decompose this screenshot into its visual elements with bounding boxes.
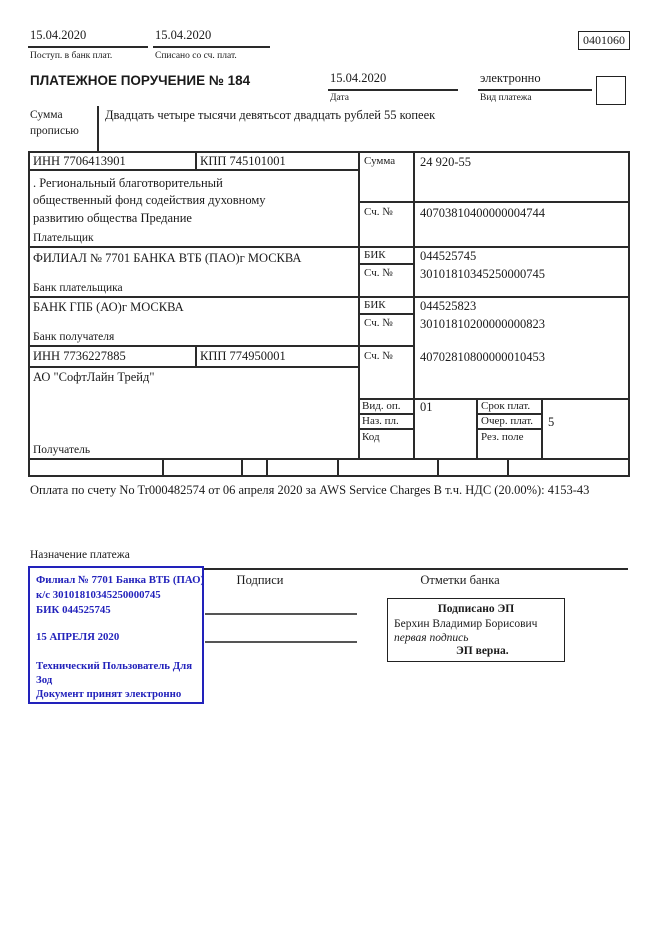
bank-marks-label: Отметки банка	[420, 573, 500, 587]
op-type-value: 01	[420, 400, 433, 414]
payer-name-line2: общественный фонд содействия духовному	[33, 193, 266, 208]
bank-stamp-box	[28, 566, 204, 704]
document-date: 15.04.2020	[330, 71, 387, 85]
payer-bank-account-label: Сч. №	[364, 267, 393, 279]
payer-kpp: КПП 745101001	[200, 154, 286, 168]
payer-bank-bik-value: 044525745	[420, 249, 477, 263]
bank-stamp-line3: БИК 044525745	[36, 604, 111, 616]
beneficiary-bank-bik-value: 044525823	[420, 299, 477, 313]
amount-words-divider	[97, 106, 99, 152]
payer-bank-bik-label: БИК	[364, 249, 386, 261]
beneficiary-label: Получатель	[33, 444, 91, 456]
beneficiary-bank-account-value: 30101810200000000823	[420, 317, 545, 331]
priority-label: Очер. плат.	[481, 415, 534, 427]
bottomrow-divider-4	[337, 458, 339, 477]
bottomrow-divider-6	[507, 458, 509, 477]
line-payer-bottom	[28, 246, 630, 248]
beneficiary-account-value: 40702810800000010453	[420, 350, 545, 364]
signatures-top-rule	[202, 568, 628, 570]
divider-inn-kpp-payer	[195, 151, 197, 171]
signatures-label: Подписи	[236, 573, 284, 587]
payer-inn: ИНН 7706413901	[33, 154, 126, 168]
beneficiary-bank-bik-label: БИК	[364, 299, 386, 311]
payer-name-line1: . Региональный благотворительный	[33, 176, 223, 190]
esign-type: первая подпись	[394, 632, 469, 644]
date-received-label: Поступ. в банк плат.	[30, 51, 113, 61]
esign-name: Берхин Владимир Борисович	[394, 618, 538, 630]
table-border-left	[28, 151, 30, 477]
code-label: Код	[362, 431, 380, 443]
beneficiary-inn: ИНН 7736227885	[33, 349, 126, 363]
bottomrow-divider-1	[162, 458, 164, 477]
beneficiary-kpp: КПП 774950001	[200, 349, 286, 363]
payment-type-value: электронно	[480, 71, 541, 85]
bottomrow-divider-5	[437, 458, 439, 477]
beneficiary-bank-name: БАНК ГПБ (АО)г МОСКВА	[33, 300, 184, 314]
esign-title: Подписано ЭП	[437, 603, 515, 615]
divider-inn-kpp-beneficiary	[195, 345, 197, 368]
line-under-inn-row	[28, 169, 360, 171]
signature-line-1	[205, 613, 357, 615]
bottomrow-divider-3	[266, 458, 268, 477]
beneficiary-name: АО "СофтЛайн Трейд"	[33, 370, 155, 384]
date-debited: 15.04.2020	[155, 28, 212, 42]
status-checkbox	[596, 76, 626, 105]
amount-words-value: Двадцать четыре тысячи девятьсот двадцать рублей 55 копеек	[105, 108, 436, 122]
payer-bank-account-value: 30101810345250000745	[420, 267, 545, 281]
payment-purpose-label: Назначение платежа	[30, 549, 130, 561]
signature-line-2	[205, 641, 357, 643]
beneficiary-bank-label: Банк получателя	[33, 331, 115, 343]
table-border-top	[28, 151, 630, 153]
table-border-bottom	[28, 475, 630, 477]
pay-purpose-code-label: Наз. пл.	[362, 415, 399, 427]
payment-type-underline	[478, 89, 592, 91]
bank-stamp-line2: к/с 30101810345250000745	[36, 589, 161, 601]
line-payerbank-bottom	[28, 296, 630, 298]
date-debited-label: Списано со сч. плат.	[155, 51, 237, 61]
bank-stamp-line5: Технический Пользователь Для	[36, 660, 193, 672]
date-debited-underline	[153, 46, 270, 48]
beneficiary-account-label: Сч. №	[364, 350, 393, 362]
op-type-label: Вид. оп.	[362, 400, 401, 412]
document-title: ПЛАТЕЖНОЕ ПОРУЧЕНИЕ № 184	[30, 73, 251, 88]
line-under-inn2-row	[28, 366, 360, 368]
sum-value: 24 920-55	[420, 155, 472, 169]
sum-label: Сумма	[364, 155, 396, 167]
bank-stamp-line1: Филиал № 7701 Банка ВТБ (ПАО)	[36, 574, 205, 586]
payer-name-line3: развитию общества Предание	[33, 210, 192, 225]
payment-type-label: Вид платежа	[480, 93, 532, 103]
date-received: 15.04.2020	[30, 28, 87, 42]
payment-purpose-text: Оплата по счету No Tr000482574 от 06 апреля 2020 за AWS Service Charges В т.ч. НДС (20.00%): 4153-43	[30, 483, 590, 497]
document-date-underline	[328, 89, 458, 91]
line-bik1-label	[358, 263, 415, 265]
esign-box	[387, 598, 565, 662]
payer-account-value: 40703810400000004744	[420, 206, 545, 220]
line-bottomrow-top	[28, 458, 630, 460]
opgrid-row2-right	[476, 428, 543, 430]
esign-verified: ЭП верна.	[456, 645, 509, 657]
line-bik2-label	[358, 313, 415, 315]
bank-stamp-line4: 15 АПРЕЛЯ 2020	[36, 631, 120, 643]
form-code-box: 0401060	[578, 31, 630, 50]
payer-label: Плательщик	[33, 232, 94, 244]
reserve-label: Рез. поле	[481, 431, 524, 443]
bank-stamp-line7: Документ принят электронно	[36, 688, 182, 700]
document-date-label: Дата	[330, 93, 349, 103]
payer-name	[33, 175, 353, 227]
line-benebank-bottom	[28, 345, 415, 347]
priority-value: 5	[548, 415, 555, 429]
date-received-underline	[28, 46, 148, 48]
line-under-sum-row	[358, 201, 630, 203]
due-date-label: Срок плат.	[481, 400, 531, 412]
payer-bank-name: ФИЛИАЛ № 7701 БАНКА ВТБ (ПАО)г МОСКВА	[33, 251, 302, 265]
amount-words-label: Сумма прописью	[30, 109, 79, 137]
bottomrow-divider-2	[241, 458, 243, 477]
payer-account-label: Сч. №	[364, 206, 393, 218]
payer-bank-label: Банк плательщика	[33, 282, 123, 294]
table-border-right	[628, 151, 630, 477]
opgrid-row2-left	[358, 428, 415, 430]
bank-stamp-line6: Зод	[36, 674, 53, 686]
beneficiary-bank-account-label: Сч. №	[364, 317, 393, 329]
